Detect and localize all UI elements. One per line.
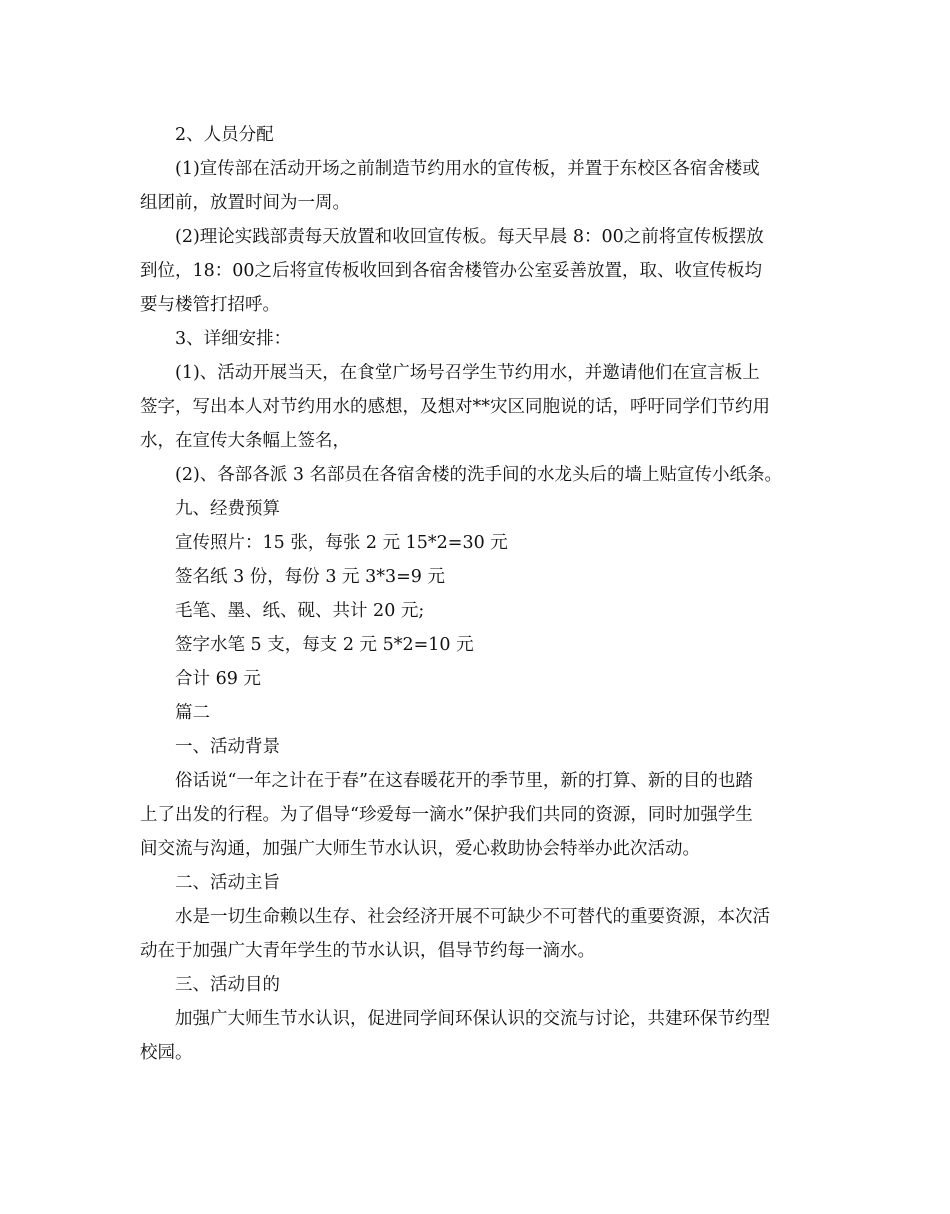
paragraph-line: 水是一切生命赖以生存、社会经济开展不可缺少不可替代的重要资源，本次活 [175,907,770,927]
paragraph-line: (2)理论实践部责每天放置和收回宣传板。每天早晨 8：00之前将宣传板摆放 [175,227,764,247]
paragraph-line: 到位，18：00之后将宣传板收回到各宿舍楼管办公室妥善放置，取、收宣传板均 [140,261,763,281]
section-heading-goal: 三、活动目的 [175,975,280,995]
budget-item: 签名纸 3 份，每份 3 元 3*3=9 元 [175,567,445,587]
paragraph-line: 间交流与沟通，加强广大师生节水认识，爱心救助协会特举办此次活动。 [140,839,700,859]
paragraph-line: 俗话说“一年之计在于春”在这春暖花开的季节里，新的打算、新的目的也踏 [175,771,753,791]
paragraph-line: 签字，写出本人对节约用水的感想，及想对**灾区同胞说的话，呼吁同学们节约用 [140,397,770,417]
paragraph-line: 加强广大师生节水认识，促进同学间环保认识的交流与讨论，共建环保节约型 [175,1009,770,1029]
paragraph-line: 上了出发的行程。为了倡导“珍爱每一滴水”保护我们共同的资源，同时加强学生 [140,805,753,825]
paragraph-line: (1)宣传部在活动开场之前制造节约用水的宣传板，并置于东校区各宿舍楼或 [175,159,760,179]
section-heading-purpose: 二、活动主旨 [175,873,280,893]
paragraph-line: 校园。 [140,1043,193,1063]
paragraph-line: 要与楼管打招呼。 [140,295,280,315]
budget-item: 宣传照片：15 张，每张 2 元 15*2=30 元 [175,533,508,553]
paragraph-line: 水，在宣传大条幅上签名， [140,431,350,451]
budget-item: 签字水笔 5 支，每支 2 元 5*2=10 元 [175,635,474,655]
paragraph-line: (2)、各部各派 3 名部员在各宿舍楼的洗手间的水龙头后的墙上贴宣传小纸条。 [175,465,783,485]
part-heading: 篇二 [175,703,210,723]
section-heading-budget: 九、经费预算 [175,499,280,519]
section-heading-background: 一、活动背景 [175,737,280,757]
budget-total: 合计 69 元 [175,669,261,689]
budget-item: 毛笔、墨、纸、砚、共计 20 元; [175,601,425,621]
document-body [140,118,812,1070]
paragraph-line: (1)、活动开展当天，在食堂广场号召学生节约用水，并邀请他们在宣言板上 [175,363,760,383]
paragraph-line: 动在于加强广大青年学生的节水认识，倡导节约每一滴水。 [140,941,595,961]
section-heading-staffing: 2、人员分配 [175,125,274,145]
section-heading-arrangement: 3、详细安排： [175,329,292,349]
paragraph-line: 组团前，放置时间为一周。 [140,193,350,213]
